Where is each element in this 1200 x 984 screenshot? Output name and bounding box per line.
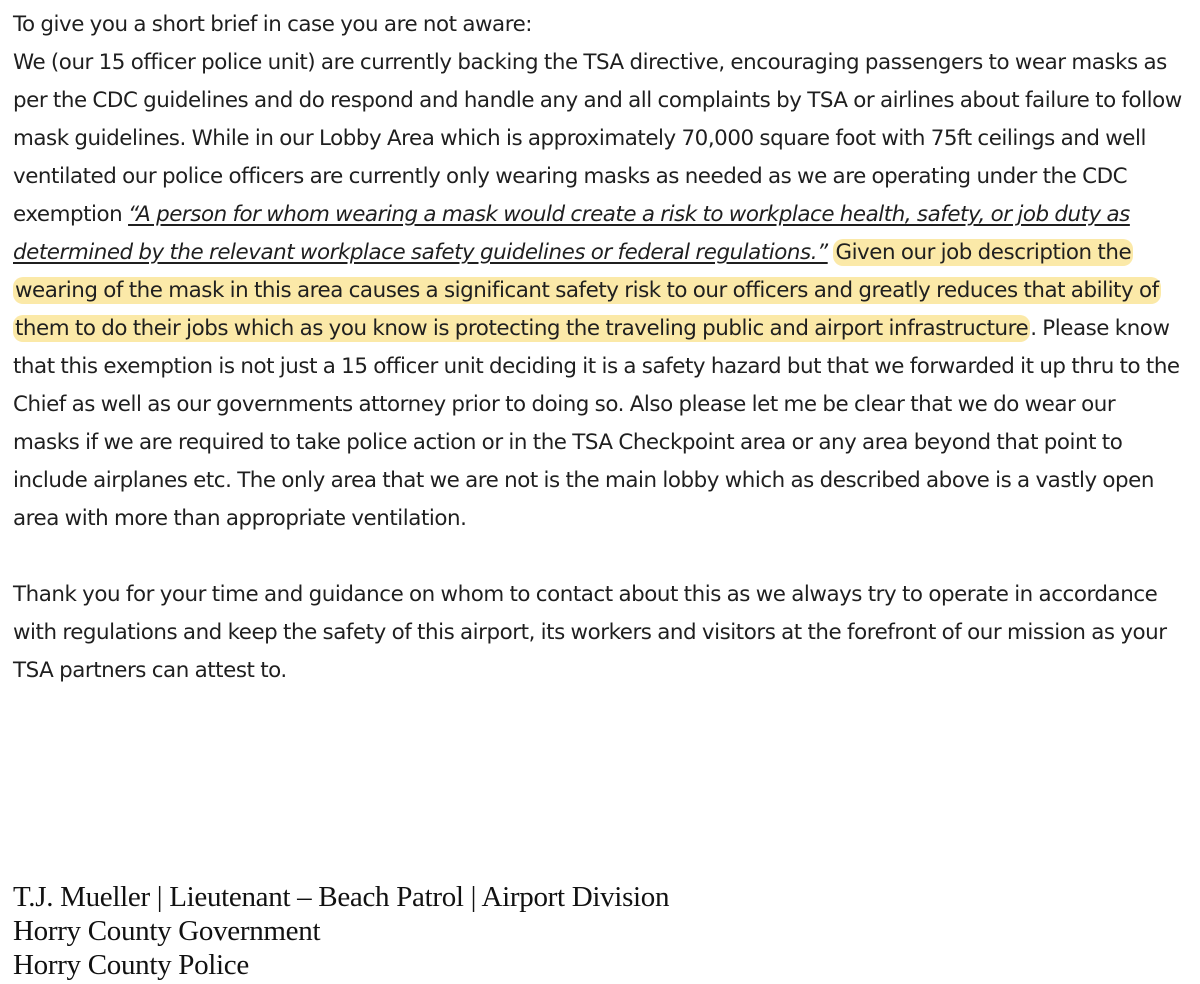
letter-body xyxy=(13,6,1183,690)
signature-department: Horry County Police xyxy=(13,949,249,981)
signature-name-title: T.J. Mueller | Lieutenant – Beach Patrol | Airport Division xyxy=(13,881,670,913)
body-text-before-quote: We (our 15 officer police unit) are currently backing the TSA directive, encouraging passengers to wear masks as per the CDC guidelines and do respond and handle any and all complaints by TSA or airlines about failure to follow mask guidelines. While in our Lobby Area which is approximately 70,000 square foot with 75ft ceilings and well ventilated our police officers are currently only wearing masks as needed as we are operating under the CDC exemption xyxy=(13,50,1182,227)
signature-block xyxy=(13,880,669,982)
paragraph-main xyxy=(13,6,1183,538)
highlighted-passage: Given our job description the wearing of the mask in this area causes a significant safety risk to our officers and greatly reduces that ability of them to do their jobs which as you know is protecting the traveling public and airport infrastructure xyxy=(15,240,1159,341)
paragraph-closing: Thank you for your time and guidance on whom to contact about this as we always try to operate in accordance with regulations and keep the safety of this airport, its workers and visitors at the forefront of our mission as your TSA partners can attest to. xyxy=(13,582,1167,683)
intro-line: To give you a short brief in case you are not aware: xyxy=(13,12,533,37)
body-text-after-highlight: . Please know that this exemption is not just a 15 officer unit deciding it is a safety hazard but that we forwarded it up thru to the Chief as well as our governments attorney prior to doing so. Also please let me be clear that we do wear our masks if we are required to take police action or in the TSA Checkpoint area or any area beyond that point to include airplanes etc. The only area that we are not is the main lobby which as described above is a vastly open area with more than appropriate ventilation. xyxy=(13,316,1180,531)
signature-organization: Horry County Government xyxy=(13,915,321,947)
cdc-exemption-quote: “A person for whom wearing a mask would create a risk to workplace health, safety, or job duty as determined by the relevant workplace safety guidelines or federal regulations.” xyxy=(13,202,1130,265)
